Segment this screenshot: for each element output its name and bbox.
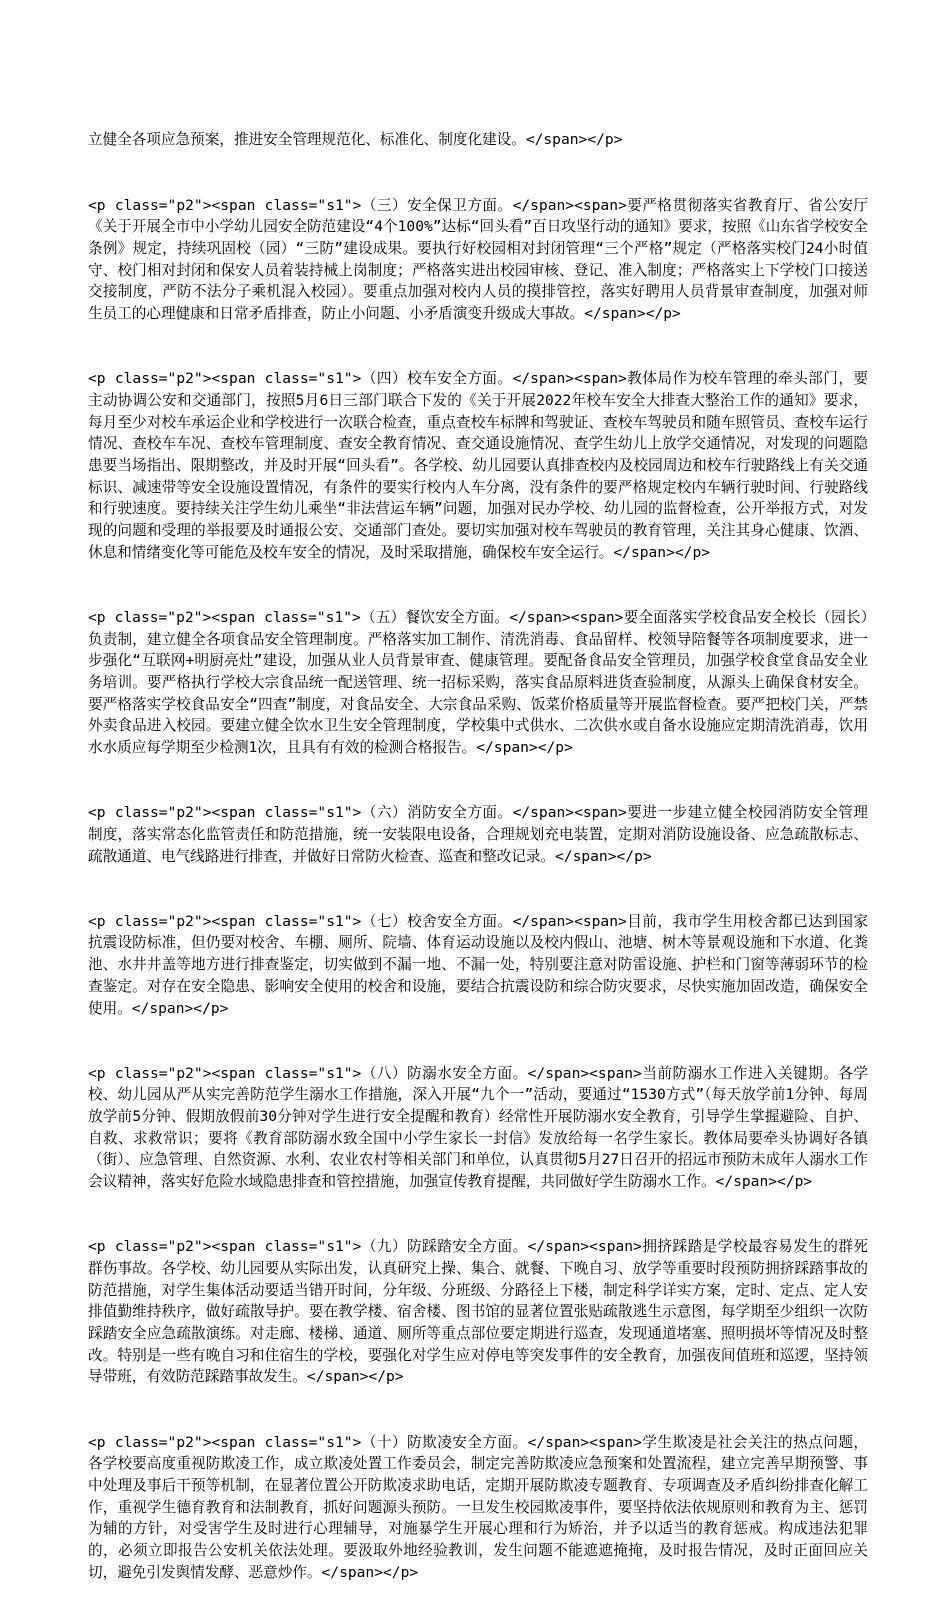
paragraph-fragment: 立健全各项应急预案，推进安全管理规范化、标准化、制度化建设。</span></p> — [88, 131, 623, 149]
paragraph-buildings: <p class="p2"><span class="s1">（七）校舍安全方面。</span><span>目前，我市学生用校舍都已达到国家抗震设防标准，但仍要对校舍、车棚、厕所、院墙、体育运动设施以及校内假山、池塘、树木等景观设施和下水道、化粪池、水井井盖等地方进行排查鉴定，切实做到不漏一地、不漏一处，特别要注意对防雷设施、护栏和门窗等薄弱环节的检查鉴定。对存在安全隐患、影响安全使用的校舍和设施，要结合抗震设防和综合防灾要求，尽快实施加固改造，确保安全使用。</span></p> — [88, 912, 868, 1017]
paragraph-school-bus: <p class="p2"><span class="s1">（四）校车安全方面。</span><span>教体局作为校车管理的牵头部门，要主动协调公安和交通部门，按照5月6日三部门联合下发的《关于开展2022年校车安全大排查大整治工作的通知》要求，每月至少对校车承运企业和学校进行一次联合检查，重点查校车标牌和驾驶证、查校车驾驶员和随车照管员、查校车运行情况、查校车车况、查校车管理制度、查安全教育情况、查交通设施情况、查学生幼儿上放学交通情况，对发现的问题隐患要当场指出、限期整改，并及时开展“回头看”。各学校、幼儿园要认真排查校内及校园周边和校车行驶路线上有关交通标识、减速带等安全设施设置情况，有条件的要实行校内人车分离，没有条件的要严格规定校内车辆行驶时间、行驶路线和行驶速度。要持续关注学生幼儿乘坐“非法营运车辆”问题，加强对民办学校、幼儿园的监督检查，公开举报方式，对发现的问题和受理的举报要及时通报公安、交通部门查处。要切实加强对校车驾驶员的教育管理，关注其身心健康、饮酒、休息和情绪变化等可能危及校车安全的情况，及时采取措施，确保校车安全运行。</span></p> — [88, 370, 868, 561]
paragraph-bullying: <p class="p2"><span class="s1">（十）防欺凌安全方面。</span><span>学生欺凌是社会关注的热点问题，各学校要高度重视防欺凌工作，成立欺凌处置工作委员会，制定完善防欺凌应急预案和处置流程，建立完善早期预警、事中处理及事后干预等机制，在显著位置公开防欺凌求助电话，定期开展防欺凌专题教育、专项调查及矛盾纠纷排查化解工作，重视学生德育教育和法制教育，抓好问题源头预防。一旦发生校园欺凌事件，要坚持依法依规原则和教育为主、惩罚为辅的方针，对受害学生及时进行心理辅导，对施暴学生开展心理和行为矫治，并予以适当的教育惩戒。构成违法犯罪的，必须立即报告公安机关依法处理。要汲取外地经验教训，发生问题不能遮遮掩掩，及时报告情况，及时正面回应关切，避免引发舆情发酵、恶意炒作。</span></p> — [88, 1433, 868, 1581]
paragraph-catering: <p class="p2"><span class="s1">（五）餐饮安全方面。</span><span>要全面落实学校食品安全校长（园长）负责制，建立健全各项食品安全管理制度。严格落实加工制作、清洗消毒、食品留样、校领导陪餐等各项制度要求，进一步强化“互联网+明厨亮灶”建设，加强从业人员背景审查、健康管理。要配备食品安全管理员，加强学校食堂食品安全业务培训。要严格执行学校大宗食品统一配送管理、统一招标采购，落实食品原料进货查验制度，从源头上确保食材安全。要严格落实学校食品安全“四查”制度，对食品安全、大宗食品采购、饭菜价格质量等开展监督检查。要严把校门关，严禁外卖食品进入校园。要建立健全饮水卫生安全管理制度，学校集中式供水、二次供水或自备水设施应定期清洗消毒，饮用水水质应每学期至少检测1次，且具有有效的检测合格报告。</span></p> — [88, 608, 868, 757]
paragraph-fire: <p class="p2"><span class="s1">（六）消防安全方面。</span><span>要进一步建立健全校园消防安全管理制度，落实常态化监管责任和防范措施，统一安装限电设备，合理规划充电装置，定期对消防设施设备、应急疏散标志、疏散通道、电气线路进行排查，并做好日常防火检查、巡查和整改记录。</span></p> — [88, 804, 868, 865]
paragraph-security: <p class="p2"><span class="s1">（三）安全保卫方面。</span><span>要严格贯彻落实省教育厅、省公安厅《关于开展全市中小学幼儿园安全防范建设“4个100%”达标“回头看”百日攻坚行动的通知》要求，按照《山东省学校安全条例》规定，持续巩固校（园）“三防”建设成果。要执行好校园相对封闭管理“三个严格”规定（严格落实校门24小时值守、校门相对封闭和保安人员着装持械上岗制度；严格落实进出校园审核、登记、准入制度；严格落实上下学校门口接送交接制度，严防不法分子乘机混入校园）。要重点加强对校内人员的摸排管控，落实好聘用人员背景审查制度，加强对师生员工的心理健康和日常矛盾排查，防止小问题、小矛盾演变升级成大事故。</span></p> — [88, 196, 868, 323]
paragraph-drowning: <p class="p2"><span class="s1">（八）防溺水安全方面。</span><span>当前防溺水工作进入关键期。各学校、幼儿园从严从实完善防范学生溺水工作措施，深入开展“九个一”活动，要通过“1530方式”（每天放学前1分钟、每周放学前5分钟、假期放假前30分钟对学生进行安全提醒和教育）经常性开展防溺水安全教育，引导学生掌握避险、自护、自救、求救常识；要将《教育部防溺水致全国中小学生家长一封信》发放给每一名学生家长。教体局要牵头协调好各镇（街）、应急管理、自然资源、水利、农业农村等相关部门和单位，认真贯彻5月27日召开的招远市预防未成年人溺水工作会议精神，落实好危险水域隐患排查和管控措施，加强宣传教育提醒，共同做好学生防溺水工作。</span></p> — [88, 1064, 868, 1191]
document-body — [88, 86, 868, 1605]
paragraph-stampede: <p class="p2"><span class="s1">（九）防踩踏安全方面。</span><span>拥挤踩踏是学校最容易发生的群死群伤事故。各学校、幼儿园要从实际出发，认真研究上操、集合、就餐、下晚自习、放学等重要时段预防拥挤踩踏事故的防范措施，对学生集体活动要适当错开时间，分年级、分班级、分路径上下楼，制定科学详实方案，定时、定点、定人安排值勤维持秩序，做好疏散导护。要在教学楼、宿舍楼、图书馆的显著位置张贴疏散逃生示意图，每学期至少组织一次防踩踏安全应急疏散演练。对走廊、楼梯、通道、厕所等重点部位要定期进行巡查，发现通道堵塞、照明损坏等情况及时整改。特别是一些有晚自习和住宿生的学校，要强化对学生应对停电等突发事件的安全教育，加强夜间值班和巡逻，坚持领导带班，有效防范踩踏事故发生。</span></p> — [88, 1238, 868, 1386]
